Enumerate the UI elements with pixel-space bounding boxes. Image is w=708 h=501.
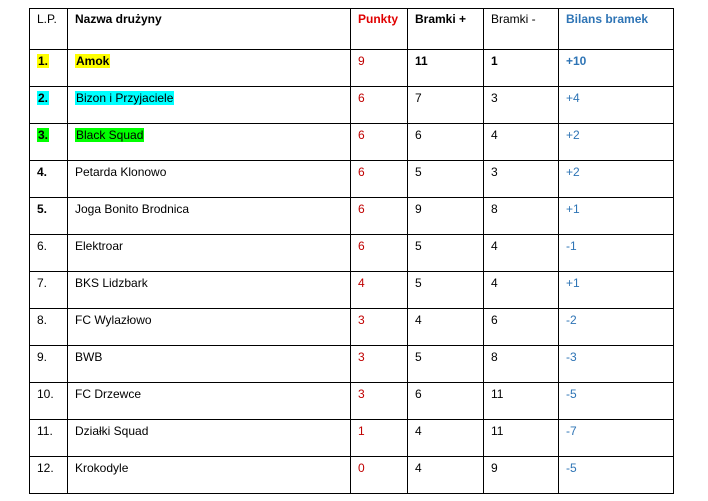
goals-for-cell: 6 bbox=[408, 124, 484, 161]
goals-against-cell: 11 bbox=[484, 420, 559, 457]
goals-for-cell: 7 bbox=[408, 87, 484, 124]
goal-balance-cell: -5 bbox=[559, 383, 674, 420]
position-cell: 12. bbox=[30, 457, 68, 494]
table-row bbox=[30, 272, 674, 309]
goals-for-cell: 4 bbox=[408, 457, 484, 494]
team-name-cell: BKS Lidzbark bbox=[68, 272, 351, 309]
goals-against-cell: 8 bbox=[484, 346, 559, 383]
position-cell: 5. bbox=[30, 198, 68, 235]
team-name-cell: Elektroar bbox=[68, 235, 351, 272]
goals-for-cell: 4 bbox=[408, 309, 484, 346]
goal-balance-cell: +4 bbox=[559, 87, 674, 124]
team-name-cell: Petarda Klonowo bbox=[68, 161, 351, 198]
goals-against-cell: 3 bbox=[484, 161, 559, 198]
header-team-name: Nazwa drużyny bbox=[68, 9, 351, 50]
points-cell: 6 bbox=[351, 124, 408, 161]
goals-for-cell: 5 bbox=[408, 346, 484, 383]
team-name-cell: Joga Bonito Brodnica bbox=[68, 198, 351, 235]
header-lp: L.P. bbox=[30, 9, 68, 50]
points-cell: 6 bbox=[351, 198, 408, 235]
header-goals-for: Bramki + bbox=[408, 9, 484, 50]
team-name-cell: Amok bbox=[76, 54, 110, 68]
points-cell: 3 bbox=[351, 383, 408, 420]
goals-against-cell: 1 bbox=[484, 50, 559, 87]
goal-balance-cell: -3 bbox=[559, 346, 674, 383]
goal-balance-cell: -1 bbox=[559, 235, 674, 272]
table-row bbox=[30, 235, 674, 272]
goals-against-cell: 3 bbox=[484, 87, 559, 124]
table-row bbox=[30, 383, 674, 420]
goal-balance-cell: +10 bbox=[559, 50, 674, 87]
table-row bbox=[30, 420, 674, 457]
table-row bbox=[30, 50, 674, 87]
table-row bbox=[30, 309, 674, 346]
team-name-cell: Bizon i Przyjaciele bbox=[76, 91, 174, 105]
goals-for-cell: 5 bbox=[408, 235, 484, 272]
goal-balance-cell: -7 bbox=[559, 420, 674, 457]
table-row bbox=[30, 198, 674, 235]
position-cell: 2. bbox=[38, 91, 49, 105]
table-row bbox=[30, 124, 674, 161]
team-name-cell: BWB bbox=[68, 346, 351, 383]
position-cell: 1. bbox=[38, 54, 49, 68]
goals-against-cell: 4 bbox=[484, 235, 559, 272]
header-goals-against: Bramki - bbox=[484, 9, 559, 50]
table-row bbox=[30, 87, 674, 124]
goals-against-cell: 8 bbox=[484, 198, 559, 235]
team-name-cell: FC Drzewce bbox=[68, 383, 351, 420]
goals-for-cell: 11 bbox=[408, 50, 484, 87]
goal-balance-cell: +2 bbox=[559, 161, 674, 198]
goals-against-cell: 11 bbox=[484, 383, 559, 420]
table-row bbox=[30, 457, 674, 494]
position-cell: 8. bbox=[30, 309, 68, 346]
goal-balance-cell: -5 bbox=[559, 457, 674, 494]
points-cell: 3 bbox=[351, 309, 408, 346]
goal-balance-cell: +2 bbox=[559, 124, 674, 161]
goals-against-cell: 6 bbox=[484, 309, 559, 346]
points-cell: 6 bbox=[351, 235, 408, 272]
header-points: Punkty bbox=[351, 9, 408, 50]
points-cell: 9 bbox=[351, 50, 408, 87]
team-name-cell: Black Squad bbox=[76, 128, 144, 142]
goals-for-cell: 6 bbox=[408, 383, 484, 420]
table-row bbox=[30, 161, 674, 198]
points-cell: 4 bbox=[351, 272, 408, 309]
position-cell: 9. bbox=[30, 346, 68, 383]
position-cell: 10. bbox=[30, 383, 68, 420]
points-cell: 6 bbox=[351, 161, 408, 198]
position-cell: 4. bbox=[30, 161, 68, 198]
goal-balance-cell: +1 bbox=[559, 198, 674, 235]
header-goal-balance: Bilans bramek bbox=[559, 9, 674, 50]
goals-against-cell: 4 bbox=[484, 124, 559, 161]
goal-balance-cell: -2 bbox=[559, 309, 674, 346]
goals-against-cell: 9 bbox=[484, 457, 559, 494]
header-row bbox=[30, 9, 674, 50]
team-name-cell: Działki Squad bbox=[68, 420, 351, 457]
goals-for-cell: 5 bbox=[408, 161, 484, 198]
goal-balance-cell: +1 bbox=[559, 272, 674, 309]
team-name-cell: FC Wylazłowo bbox=[68, 309, 351, 346]
position-cell: 6. bbox=[30, 235, 68, 272]
points-cell: 6 bbox=[351, 87, 408, 124]
points-cell: 0 bbox=[351, 457, 408, 494]
goals-for-cell: 9 bbox=[408, 198, 484, 235]
position-cell: 7. bbox=[30, 272, 68, 309]
standings-table bbox=[29, 8, 674, 494]
points-cell: 1 bbox=[351, 420, 408, 457]
position-cell: 11. bbox=[30, 420, 68, 457]
points-cell: 3 bbox=[351, 346, 408, 383]
table-row bbox=[30, 346, 674, 383]
position-cell: 3. bbox=[38, 128, 49, 142]
goals-against-cell: 4 bbox=[484, 272, 559, 309]
goals-for-cell: 4 bbox=[408, 420, 484, 457]
goals-for-cell: 5 bbox=[408, 272, 484, 309]
team-name-cell: Krokodyle bbox=[68, 457, 351, 494]
